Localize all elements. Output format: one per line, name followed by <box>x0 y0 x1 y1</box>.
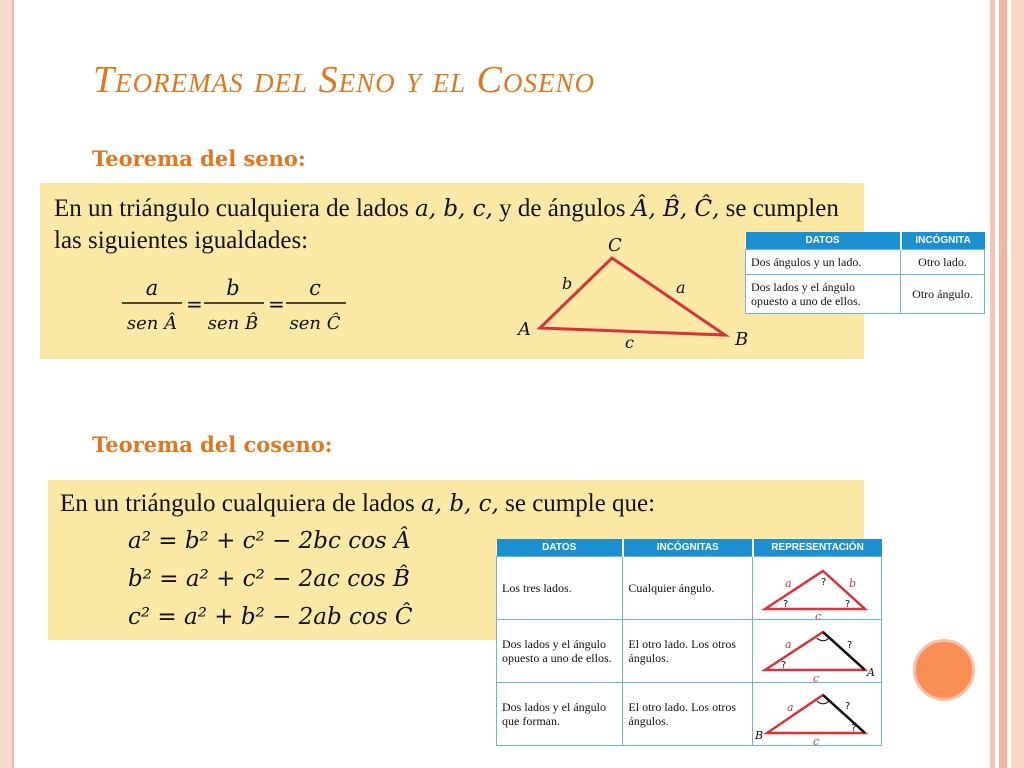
svg-text:a: a <box>785 637 792 651</box>
table-row <box>497 683 882 746</box>
svg-text:?: ? <box>821 576 827 588</box>
seno-table-header-datos: DATOS <box>746 232 901 250</box>
table-row <box>497 557 882 620</box>
side-b-label: b <box>562 274 573 293</box>
seno-intro-mid: y de ángulos <box>499 195 626 222</box>
table-cell: Cualquier ángulo. <box>623 557 753 620</box>
svg-text:?: ? <box>847 639 853 651</box>
frac-den-b: sen B̂ <box>207 313 259 334</box>
table-cell: El otro lado. Los otros ángulos. <box>623 620 753 683</box>
seno-intro-angles: Â, B̂, Ĉ, <box>631 196 720 222</box>
side-a-label: a <box>676 278 686 297</box>
cosine-formula-a: a² = b² + c² − 2bc cos Â <box>128 528 411 554</box>
svg-text:?: ? <box>781 659 787 671</box>
svg-text:?: ? <box>851 722 857 734</box>
coseno-table-header-datos: DATOS <box>497 539 623 557</box>
triangle-diagram-two-sides-included <box>753 685 881 748</box>
svg-text:a: a <box>785 576 792 590</box>
svg-text:c: c <box>815 609 822 623</box>
cosine-formula-b: b² = a² + c² − 2ac cos B̂ <box>128 566 410 592</box>
seno-intro-line-2: las siguientes igualdades: <box>54 227 309 254</box>
representation-cell <box>753 683 882 746</box>
triangle-diagram <box>510 233 760 359</box>
svg-text:a: a <box>787 700 794 714</box>
svg-text:c: c <box>813 671 820 685</box>
triangle-shape <box>540 258 725 335</box>
seno-table-header-incognita: INCÓGNITA <box>901 232 985 250</box>
triangle-diagram-two-sides-opposite <box>753 622 881 685</box>
right-stripes-decoration <box>984 0 1024 768</box>
seno-intro-line-1 <box>54 195 839 223</box>
vertex-A-label: A <box>518 319 531 340</box>
coseno-table-header-representacion: REPRESENTACIÓN <box>753 539 882 557</box>
svg-text:?: ? <box>845 700 851 712</box>
table-cell: Dos lados y el ángulo que forman. <box>497 683 623 746</box>
table-row <box>497 620 882 683</box>
triangle-diagram-three-sides <box>753 559 881 623</box>
table-row <box>746 275 985 314</box>
coseno-table-header-incognitas: INCÓGNITAS <box>623 539 753 557</box>
law-of-sines-formula <box>120 273 360 337</box>
equals-sign-2: = <box>268 292 285 316</box>
side-c-label: c <box>625 333 634 352</box>
coseno-intro-text: En un triángulo cualquiera de lados <box>60 490 415 517</box>
vertex-B-label: B <box>735 329 749 350</box>
table-cell: El otro lado. Los otros ángulos. <box>623 683 753 746</box>
coseno-intro-vars: a, b, c, <box>421 491 499 517</box>
coseno-heading: Teorema del coseno: <box>92 432 333 457</box>
representation-cell <box>753 620 882 683</box>
table-cell: Los tres lados. <box>497 557 623 620</box>
equals-sign-1: = <box>186 292 203 316</box>
left-border-decoration <box>0 0 14 768</box>
table-row <box>746 250 985 275</box>
table-cell: Dos lados y el ángulo opuesto a uno de ellos. <box>746 275 901 314</box>
orange-circle-decoration <box>913 639 975 701</box>
frac-den-a: sen Â <box>126 313 178 334</box>
seno-intro-vars: a, b, c, <box>415 196 493 222</box>
table-cell: Otro ángulo. <box>901 275 985 314</box>
coseno-intro-end: se cumple que: <box>505 490 656 517</box>
seno-intro-text: En un triángulo cualquiera de lados <box>54 195 409 222</box>
frac-num-a: a <box>145 276 159 300</box>
seno-table <box>745 232 985 314</box>
svg-text:c: c <box>813 734 820 748</box>
svg-text:B: B <box>755 728 764 742</box>
representation-cell <box>753 557 882 623</box>
cosine-formula-c: c² = a² + b² − 2ab cos Ĉ <box>128 604 413 630</box>
seno-heading: Teorema del seno: <box>92 146 306 171</box>
frac-num-c: c <box>309 276 321 300</box>
svg-text:?: ? <box>845 598 851 610</box>
svg-text:A: A <box>867 665 875 679</box>
slide-title: Teoremas del Seno y el Coseno <box>93 59 595 101</box>
table-cell: Otro lado. <box>901 250 985 275</box>
frac-num-b: b <box>226 276 240 300</box>
seno-intro-end: se cumplen <box>725 195 839 222</box>
table-cell: Dos lados y el ángulo opuesto a uno de ellos. <box>497 620 623 683</box>
frac-den-c: sen Ĉ <box>289 313 341 334</box>
svg-text:b: b <box>849 576 857 590</box>
table-cell: Dos ángulos y un lado. <box>746 250 901 275</box>
coseno-table <box>496 539 882 746</box>
coseno-intro-line <box>60 490 655 518</box>
svg-text:?: ? <box>783 598 789 610</box>
seno-box <box>40 183 864 359</box>
vertex-C-label: C <box>608 235 622 256</box>
